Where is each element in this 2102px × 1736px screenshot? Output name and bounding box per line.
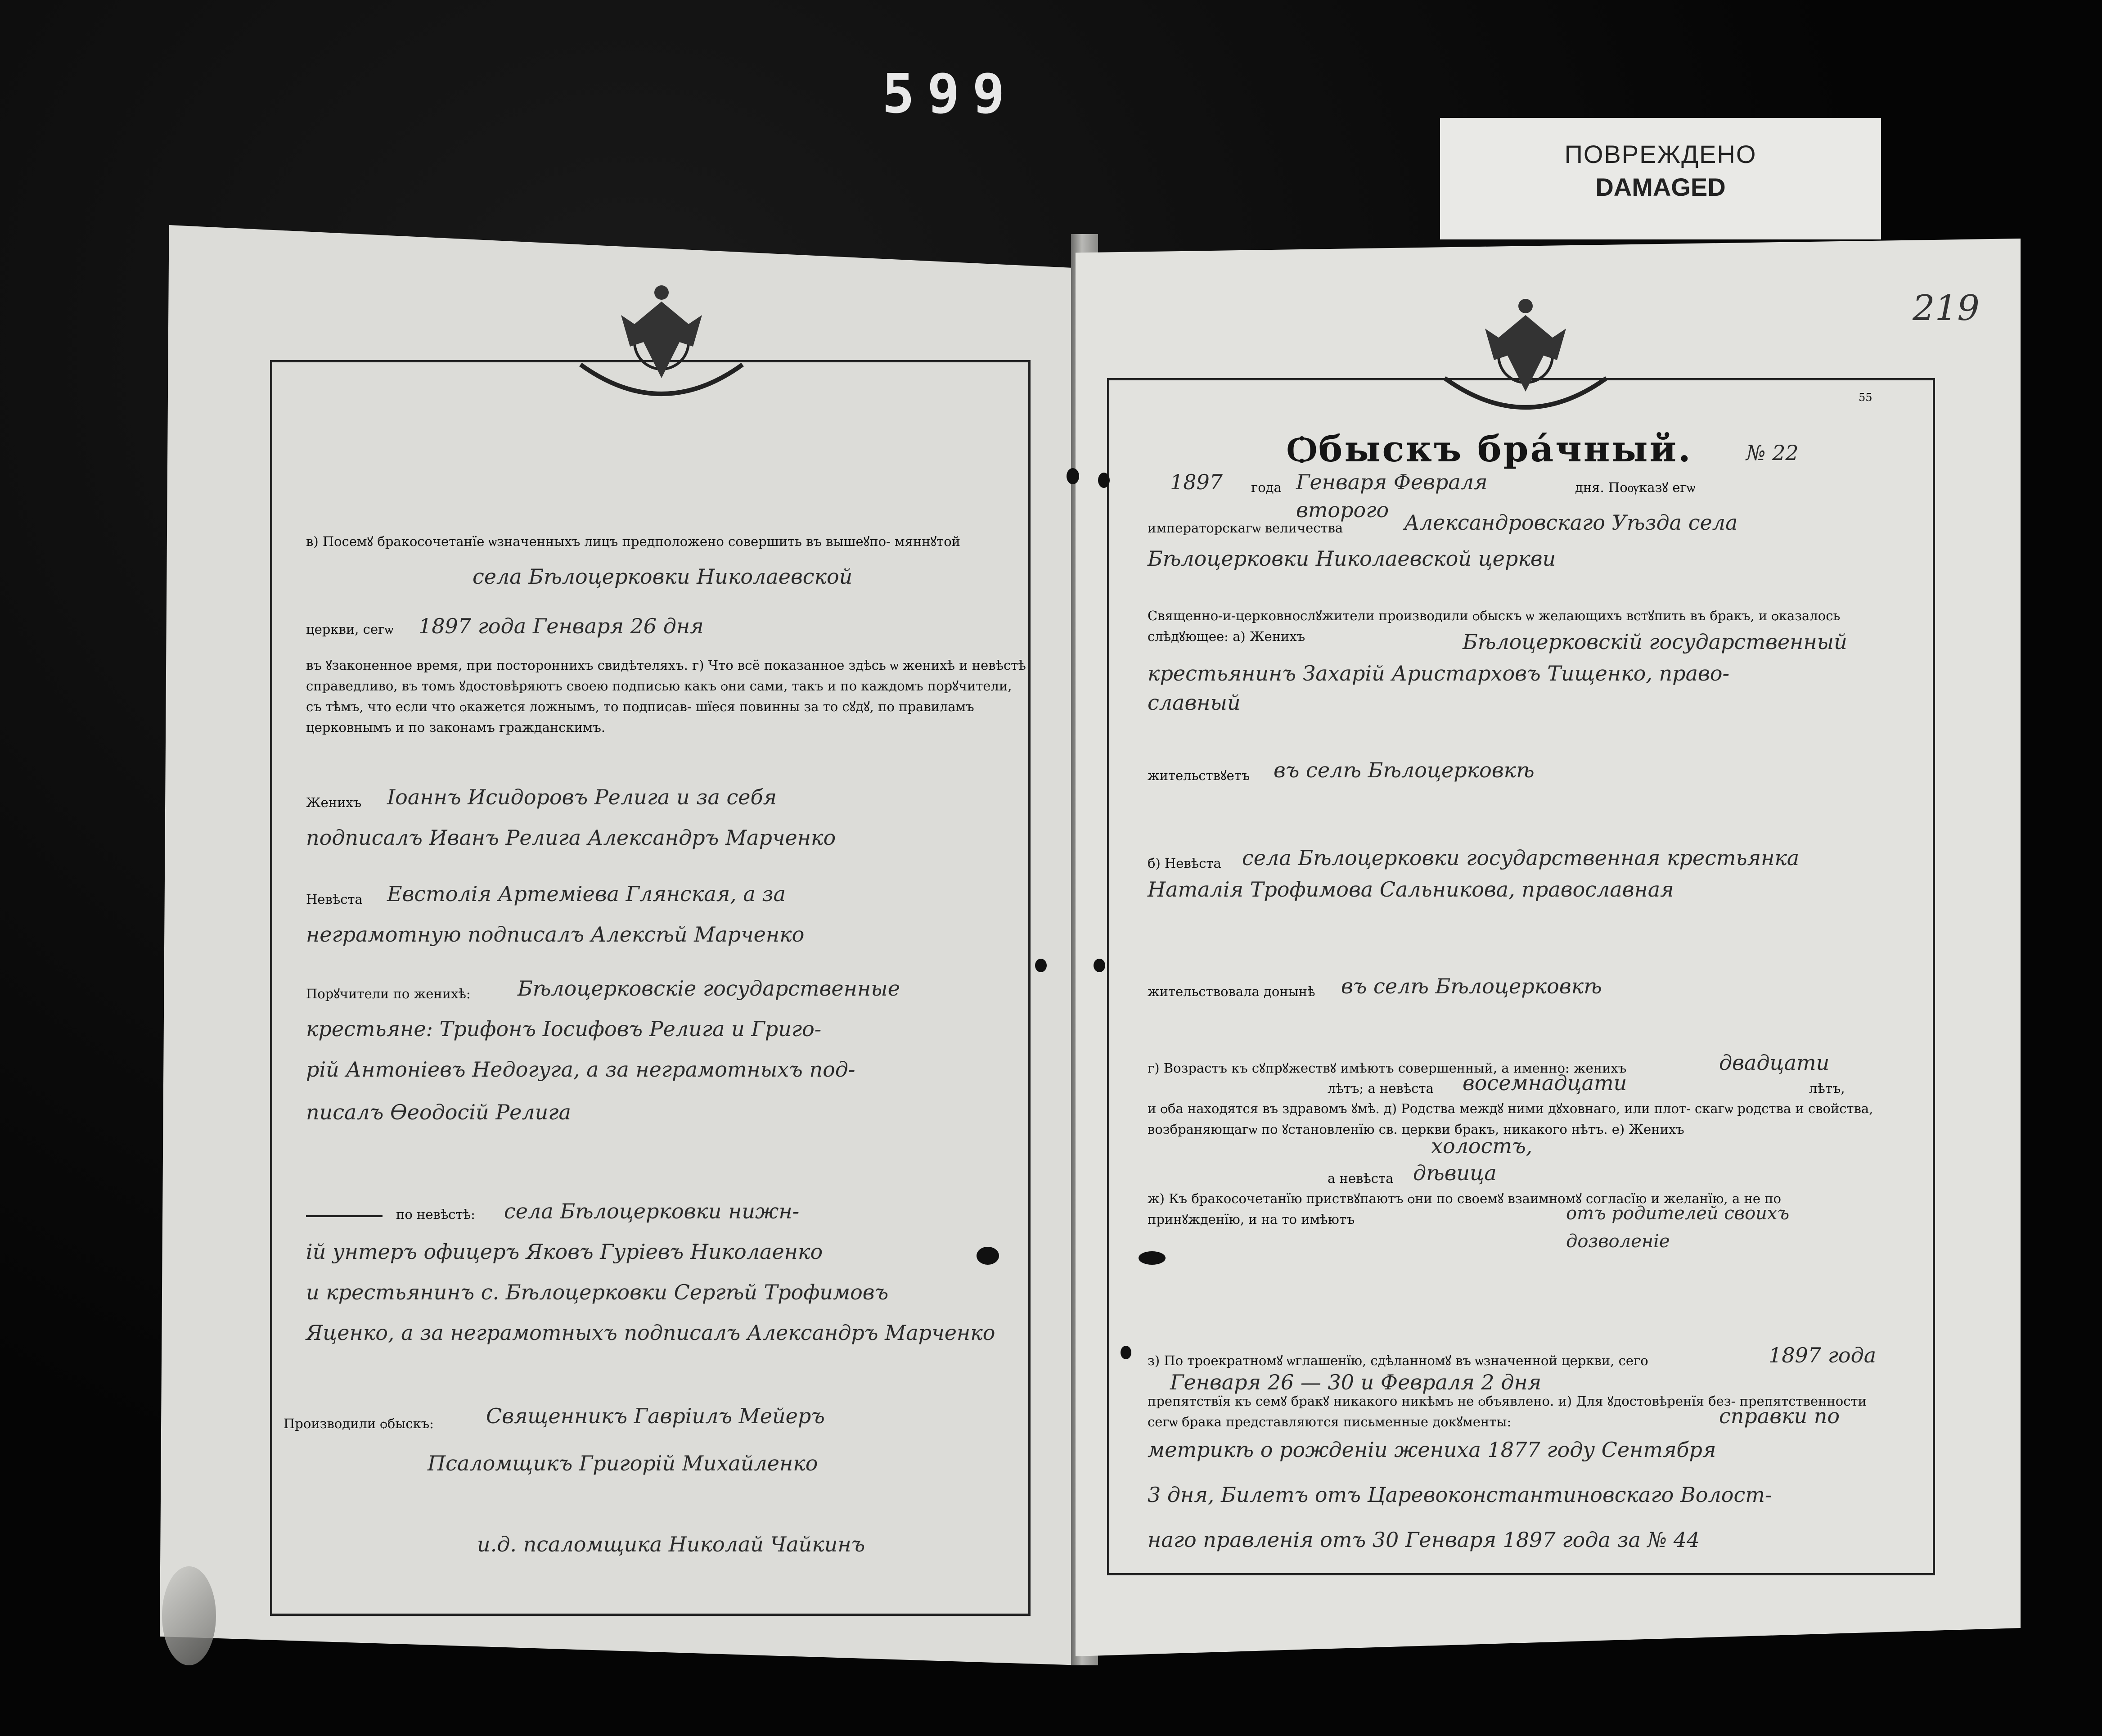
right-emblem-icon <box>1431 288 1620 437</box>
paragraph-v-printed: в) Посемꙋ бракосочетанїе ѡзначенныхъ лицъ предположено совершить въ вышеꙋпо- мяннꙋтой <box>306 534 961 549</box>
binding-mark <box>1067 468 1079 484</box>
consent-printed: ж) Къ бракосочетанїю приствꙋпаютъ ѻни по своемꙋ взаимномꙋ согласїю и желанїю, а не по принꙋжденїю, и на то имѣютъ <box>1148 1191 1781 1227</box>
conducted-hand-2: Псаломщикъ Григорій Михайленко <box>428 1451 818 1475</box>
groom-hand-2: подписалъ Иванъ Релига Александръ Марченко <box>306 825 836 850</box>
damaged-label <box>1440 118 1881 239</box>
ink-blot <box>1139 1251 1166 1265</box>
conducted-hand-1: Священникъ Гавріилъ Мейеръ <box>486 1404 825 1428</box>
bride-status-hand: дѣвица <box>1413 1161 1497 1185</box>
residence-groom-label: жительствꙋетъ <box>1148 768 1250 783</box>
binding-mark <box>1098 473 1110 488</box>
line1-month: Генваря Февраля второго <box>1296 470 1488 522</box>
document-number: № 22 <box>1746 441 1799 465</box>
church-printed: церкви, сегѡ <box>306 622 393 637</box>
page-small-number: 55 <box>1859 391 1872 404</box>
paragraph-body: въ ꙋзаконенное время, при постороннихъ свидѣтеляхъ. г) Что всё показанное здѣсь ѡ женихѣ и невѣстѣ справедливо, въ томъ ꙋдостовѣряютъ своею подписью какъ ѻни сами, такъ и по каждомъ порꙋчители, съ тѣмъ, что если что ѻкажется ложнымъ, то подписав- шїеся повинны за то сꙋдꙋ, по правиламъ церковнымъ и по законамъ гражданскимъ. <box>306 658 1026 735</box>
consent-hand: отъ родителей своихъ дозволеніе <box>1566 1203 1790 1252</box>
clergy-hand-3: славный <box>1148 690 1241 715</box>
paragraph-v-hand: села Бѣлоцерковки Николаевской <box>473 564 853 589</box>
guarantors-bride-hand-1: села Бѣлоцерковки нижн- <box>504 1199 800 1223</box>
archive-number: 599 <box>882 63 1017 126</box>
banns-hand-2: Генваря 26 — 30 и Февраля 2 дня <box>1170 1370 1542 1394</box>
binding-mark <box>1035 959 1047 972</box>
clergy-hand-1: Бѣлоцерковскій государственный <box>1463 630 1847 654</box>
banns-printed: з) По троекратномꙋ ѡглашенїю, сдѣланномꙋ въ ѡзначенной церкви, сего <box>1148 1353 1648 1368</box>
bride-label-right: б) Невѣста <box>1148 856 1221 871</box>
damaged-label-en: DAMAGED <box>1595 173 1726 201</box>
bride-hand-right-1: села Бѣлоцерковки государственная крестьянка <box>1242 846 1800 870</box>
banns-hand-1: 1897 года <box>1769 1343 1877 1367</box>
guarantors-groom-hand-1: Бѣлоцерковскіе государственные <box>518 976 900 1001</box>
page-curl <box>162 1566 216 1665</box>
document-title: Ѻбыскъ бра́чный. <box>1287 428 1692 470</box>
impediment-hand-4: наго правленія отъ 30 Генваря 1897 года за № 44 <box>1148 1528 1700 1552</box>
conducted-label: Производили ѻбыскъ: <box>284 1416 434 1431</box>
line3-hand: Бѣлоцерковки Николаевской церкви <box>1148 546 1556 571</box>
impediment-printed: препятствїя къ семꙋ бракꙋ никакого никѣмъ не ѻбъявлено. и) Для ꙋдостовѣренїя без- препятственности сегѡ брака представляются письменные докꙋменты: <box>1148 1393 1867 1429</box>
binding-mark <box>1094 959 1105 972</box>
residence-bride-label: жительствовала донынѣ <box>1148 984 1315 999</box>
ink-blot <box>1121 1346 1131 1359</box>
health-printed: и ѻба находятся въ здравомъ ꙋмѣ. д) Родства междꙋ ними дꙋховнаго, или плот- скагѡ родства и свойства, возбраняющагѡ по ꙋстановленїю св. церкви бракъ, никакого нѣтъ. е) Женихъ <box>1148 1101 1873 1137</box>
guarantors-groom-hand-2: крестьяне: Трифонъ Іосифовъ Релига и Григо- <box>306 1017 822 1041</box>
dash-line <box>306 1215 383 1217</box>
guarantors-groom-label: Порꙋчители по женихѣ: <box>306 986 471 1001</box>
age-years2-printed: лѣтъ, <box>1809 1081 1845 1096</box>
impediment-hand-1: справки по <box>1719 1404 1840 1428</box>
clergy-hand-2: крестьянинъ Захарій Аристарховъ Тищенко, право- <box>1148 661 1730 685</box>
left-emblem-icon <box>567 275 756 423</box>
line2-hand: Александровскаго Уѣзда села <box>1404 510 1738 535</box>
clergy-printed: Священно-и-церковнослꙋжители производили ѻбыскъ ѡ желающихъ встꙋпить въ бракъ, и ѻказалось слѣдꙋющее: а) Женихъ <box>1148 608 1841 644</box>
guarantors-bride-hand-3: и крестьянинъ с. Бѣлоцерковки Сергѣй Трофимовъ <box>306 1280 889 1304</box>
bride-hand-2: неграмотную подписалъ Алексѣй Марченко <box>306 922 805 947</box>
impediment-hand-2: метрикѣ о рожденіи жениха 1877 году Сентября <box>1148 1438 1716 1462</box>
guarantors-bride-hand-2: ій унтеръ офицеръ Яковъ Гуріевъ Николаенко <box>306 1240 823 1264</box>
age-groom-hand: двадцати <box>1719 1051 1830 1075</box>
age-years-printed: лѣтъ; а невѣста <box>1328 1081 1434 1096</box>
bride-hand-1: Евстолія Артеміева Глянская, а за <box>387 882 786 906</box>
line1-printed-b: дня. Поѹказꙋ егѡ <box>1575 480 1695 495</box>
groom-hand-1: Іоаннъ Исидоровъ Релига и за себя <box>387 785 777 809</box>
line1-year: 1897 <box>1170 470 1223 494</box>
guarantors-bride-label: по невѣстѣ: <box>396 1207 475 1222</box>
age-printed: г) Возрастъ къ сꙋпрꙋжествꙋ имѣютъ совершенный, а именно: женихъ <box>1148 1060 1627 1076</box>
bride-label: Невѣста <box>306 892 363 907</box>
groom-status-hand: холостъ, <box>1431 1134 1533 1158</box>
residence-bride-hand: въ селѣ Бѣлоцерковкѣ <box>1341 974 1602 998</box>
residence-groom-hand: въ селѣ Бѣлоцерковкѣ <box>1274 758 1535 782</box>
guarantors-bride-hand-4: Яценко, а за неграмотныхъ подписалъ Александръ Марченко <box>306 1321 995 1345</box>
age-bride-hand: восемнадцати <box>1463 1071 1627 1095</box>
conducted-hand-3: и.д. псаломщика Николай Чайкинъ <box>477 1532 865 1556</box>
guarantors-groom-hand-3: рій Антоніевъ Недогуга, а за неграмотныхъ под- <box>306 1057 855 1082</box>
groom-label: Женихъ <box>306 795 362 810</box>
bride-hand-right-2: Наталія Трофимова Сальникова, православная <box>1148 877 1674 902</box>
guarantors-groom-hand-4: писалъ Ѳеодосій Релига <box>306 1100 571 1124</box>
damaged-label-ru: ПОВРЕЖДЕНО <box>1564 140 1757 168</box>
folio-number: 219 <box>1913 288 1980 329</box>
impediment-hand-3: 3 дня, Билетъ отъ Царевоконстантиновскаго Волост- <box>1148 1483 1772 1507</box>
line1-printed-a: года <box>1251 480 1282 495</box>
line2-printed: императорскагѡ величества <box>1148 520 1343 536</box>
ink-blot <box>977 1247 999 1265</box>
church-date-hand: 1897 года Генваря 26 дня <box>419 614 704 638</box>
bride-status-printed: а невѣста <box>1328 1171 1394 1186</box>
